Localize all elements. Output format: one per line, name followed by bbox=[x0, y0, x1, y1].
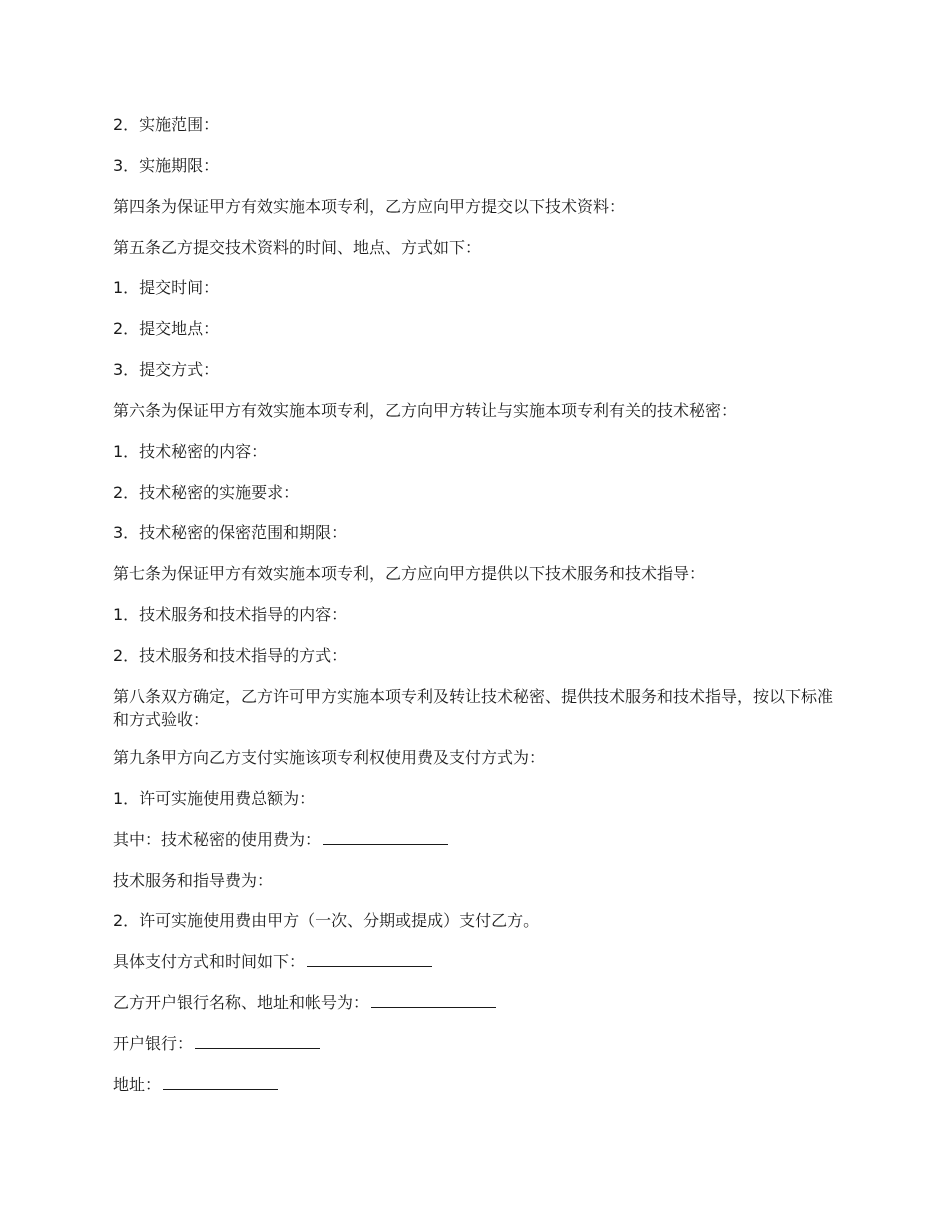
payment-method-label: 具体支付方式和时间如下： bbox=[113, 952, 306, 971]
secret-fee-line bbox=[113, 828, 840, 851]
article-5: 第五条乙方提交技术资料的时间、地点、方式如下： bbox=[113, 238, 482, 257]
total-fee: 1．许可实施使用费总额为： bbox=[113, 789, 316, 808]
secret-content: 1．技术秘密的内容： bbox=[113, 442, 268, 461]
submit-place: 2．提交地点： bbox=[113, 319, 220, 338]
bank-info-blank bbox=[371, 992, 496, 1008]
article-9: 第九条甲方向乙方支付实施该项专利权使用费及支付方式为： bbox=[113, 748, 546, 767]
secret-requirements: 2．技术秘密的实施要求： bbox=[113, 483, 300, 502]
bank-name-line bbox=[113, 1032, 840, 1055]
bank-info-label: 乙方开户银行名称、地址和帐号为： bbox=[113, 993, 370, 1012]
clause-scope: 2．实施范围： bbox=[113, 115, 220, 134]
clause-period: 3．实施期限： bbox=[113, 156, 220, 175]
article-8: 第八条双方确定，乙方许可甲方实施本项专利及转让技术秘密、提供技术服务和技术指导，按以下标准和方式验收： bbox=[113, 687, 834, 729]
payment-method-blank bbox=[307, 951, 432, 967]
service-fee: 技术服务和指导费为： bbox=[113, 871, 274, 890]
address-line bbox=[113, 1073, 840, 1096]
secret-fee-label: 其中：技术秘密的使用费为： bbox=[113, 830, 322, 849]
article-4: 第四条为保证甲方有效实施本项专利，乙方应向甲方提交以下技术资料： bbox=[113, 197, 626, 216]
bank-name-blank bbox=[195, 1033, 320, 1049]
secret-fee-blank bbox=[323, 829, 448, 845]
secret-confidentiality: 3．技术秘密的保密范围和期限： bbox=[113, 523, 348, 542]
address-label: 地址： bbox=[113, 1075, 162, 1094]
service-method: 2．技术服务和技术指导的方式： bbox=[113, 646, 348, 665]
service-content: 1．技术服务和技术指导的内容： bbox=[113, 605, 348, 624]
payment-clause: 2．许可实施使用费由甲方（一次、分期或提成）支付乙方。 bbox=[113, 911, 540, 930]
submit-method: 3．提交方式： bbox=[113, 360, 220, 379]
bank-name-label: 开户银行： bbox=[113, 1034, 194, 1053]
submit-time: 1．提交时间： bbox=[113, 278, 220, 297]
article-6: 第六条为保证甲方有效实施本项专利，乙方向甲方转让与实施本项专利有关的技术秘密： bbox=[113, 401, 738, 420]
address-blank bbox=[163, 1074, 278, 1090]
bank-info-line bbox=[113, 991, 840, 1014]
article-7: 第七条为保证甲方有效实施本项专利，乙方应向甲方提供以下技术服务和技术指导： bbox=[113, 564, 706, 583]
payment-method-line bbox=[113, 950, 840, 973]
